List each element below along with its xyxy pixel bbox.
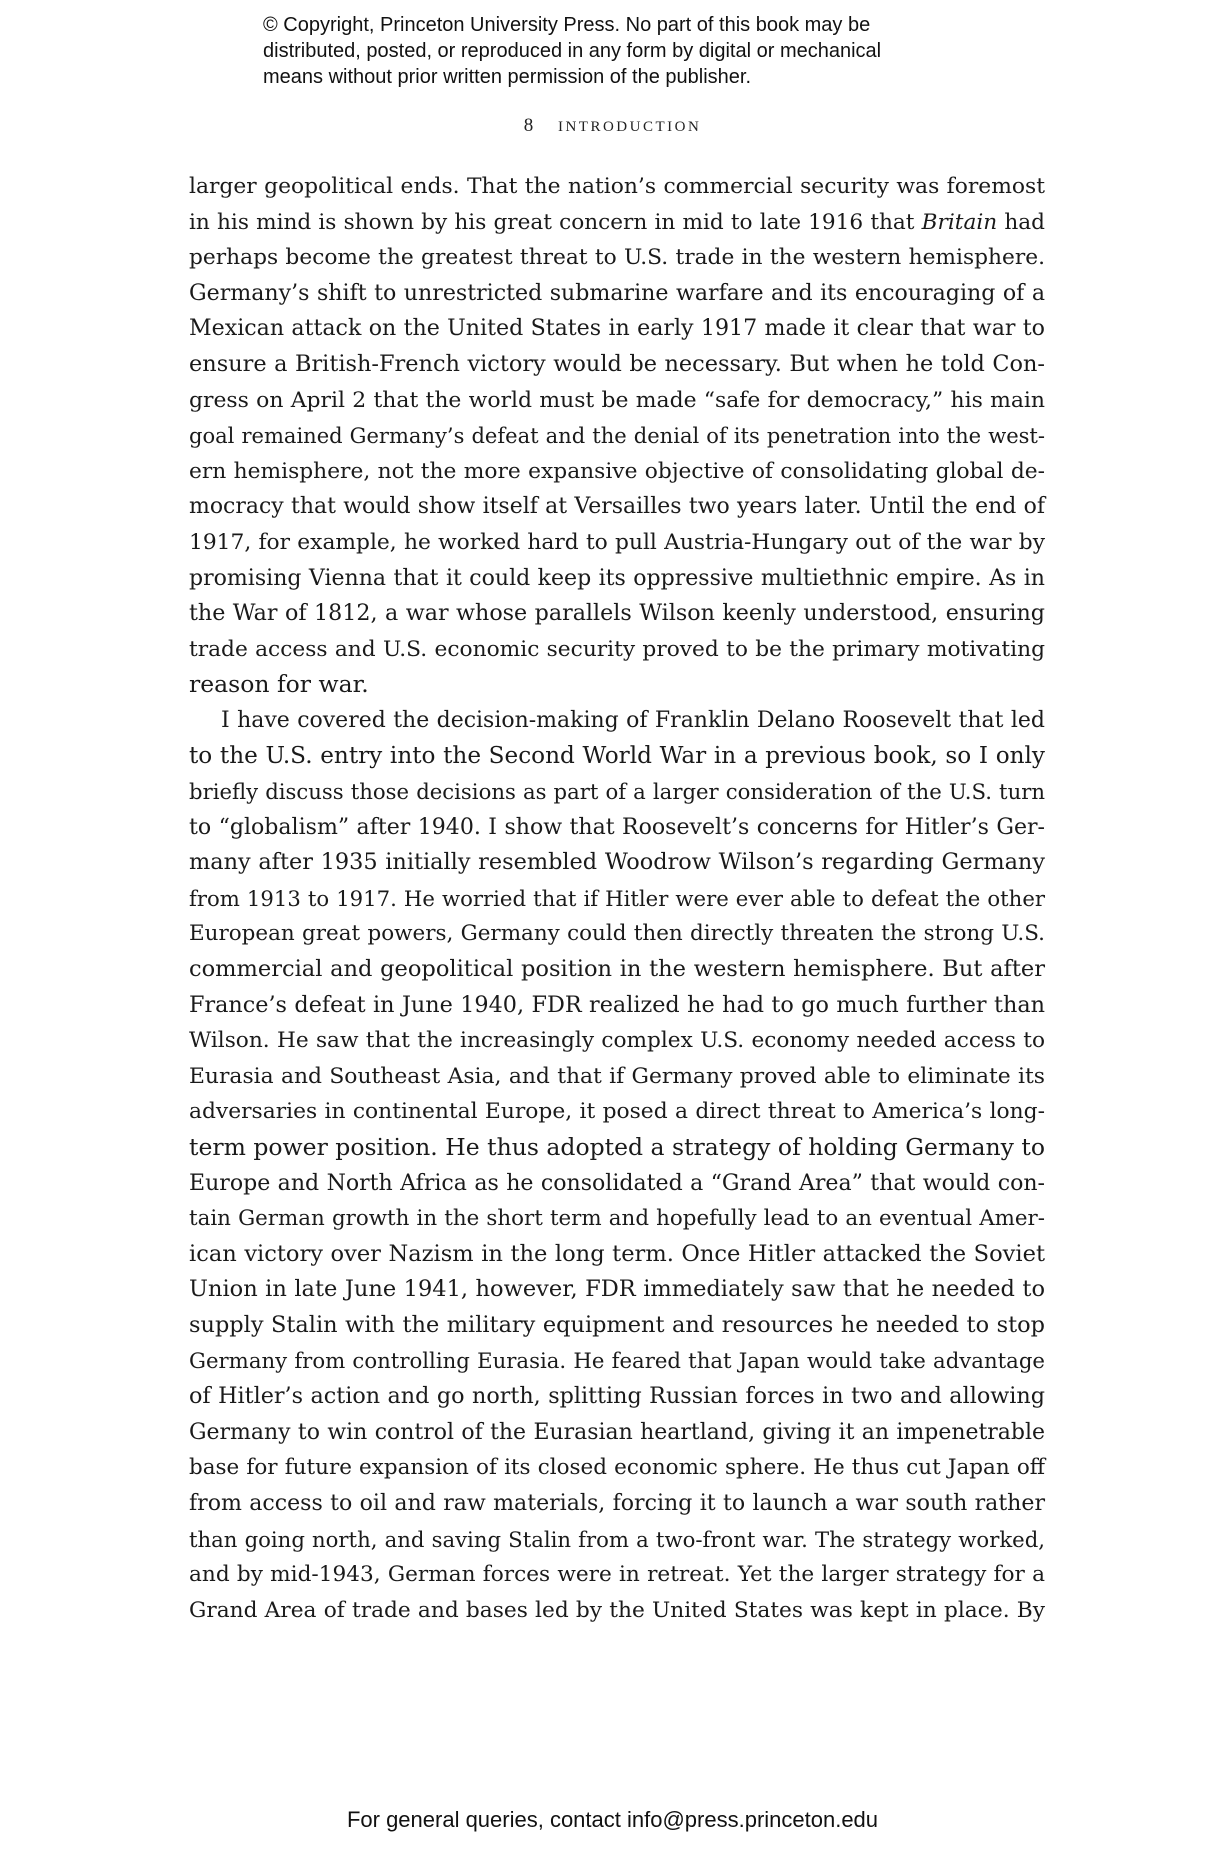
text-line: from access to oil and raw materials, forcing it to launch a war south rather: [189, 1490, 1045, 1516]
text-line: trade access and U.S. economic security proved to be the primary motivating: [189, 636, 1045, 662]
footer-contact: For general queries, contact info@press.princeton.edu: [346, 1807, 879, 1832]
text-line: of Hitler’s action and go north, splitting Russian forces in two and allowing: [189, 1383, 1045, 1410]
text-line: tain German growth in the short term and hopefully lead to an eventual Amer-: [189, 1206, 1045, 1232]
text-line: and by mid-1943, German forces were in retreat. Yet the larger strategy for a: [189, 1562, 1045, 1588]
text-line: ican victory over Nazism in the long term. Once Hitler attacked the Soviet: [189, 1240, 1045, 1267]
text-line: mocracy that would show itself at Versailles two years later. Until the end of: [189, 494, 1045, 520]
text-line: ensure a British-French victory would be necessary. But when he told Con-: [189, 350, 1045, 377]
page-number: 8: [523, 115, 534, 136]
text-line: from 1913 to 1917. He worried that if Hitler were ever able to defeat the other: [189, 885, 1045, 911]
text-line: goal remained Germany’s defeat and the denial of its penetration into the west-: [189, 423, 1045, 449]
text-line: adversaries in continental Europe, it posed a direct threat to America’s long-: [189, 1099, 1045, 1125]
text-line: Mexican attack on the United States in early 1917 made it clear that war to: [189, 315, 1045, 342]
text-line: Germany from controlling Eurasia. He feared that Japan would take advantage: [189, 1348, 1045, 1374]
text-line: I have covered the decision-making of Franklin Delano Roosevelt that led: [221, 707, 1045, 733]
copyright-line: distributed, posted, or reproduced in any form by digital or mechanical: [263, 40, 882, 62]
copyright-notice: [263, 12, 983, 90]
text-line: perhaps become the greatest threat to U.S. trade in the western hemisphere.: [189, 245, 1045, 271]
text-line: commercial and geopolitical position in the western hemisphere. But after: [189, 956, 1045, 983]
text-line: Wilson. He saw that the increasingly complex U.S. economy needed access to: [189, 1028, 1045, 1054]
text-line: many after 1935 initially resembled Woodrow Wilson’s regarding Germany: [189, 849, 1045, 876]
text-line: Grand Area of trade and bases led by the United States was kept in place. By: [189, 1597, 1045, 1623]
copyright-line: means without prior written permission of the publisher.: [263, 66, 752, 88]
text-line: briefly discuss those decisions as part of a larger consideration of the U.S. turn: [189, 779, 1045, 805]
text-line: supply Stalin with the military equipment and resources he needed to stop: [189, 1312, 1045, 1338]
text-line: Europe and North Africa as he consolidated a “Grand Area” that would con-: [189, 1170, 1045, 1196]
text-line: Union in late June 1941, however, FDR immediately saw that he needed to: [189, 1276, 1045, 1303]
text-line: ern hemisphere, not the more expansive objective of consolidating global de-: [189, 458, 1045, 484]
paragraph-2: [189, 703, 1045, 1628]
text-line: 1917, for example, he worked hard to pull Austria-Hungary out of the war by: [189, 529, 1045, 555]
text-line: than going north, and saving Stalin from a two-front war. The strategy worked,: [189, 1526, 1045, 1552]
text-line: to the U.S. entry into the Second World War in a previous book, so I only: [189, 742, 1045, 769]
running-head-title: introduction: [557, 112, 702, 136]
text-line: gress on April 2 that the world must be made “safe for democracy,” his main: [189, 387, 1045, 413]
text-line: European great powers, Germany could then directly threaten the strong U.S.: [189, 921, 1045, 947]
paragraph-1: [189, 169, 1045, 703]
text-line: term power position. He thus adopted a strategy of holding Germany to: [189, 1133, 1045, 1162]
emphasis: Britain: [921, 209, 998, 235]
text-line: promising Vienna that it could keep its oppressive multiethnic empire. As in: [189, 565, 1045, 591]
running-head: [0, 112, 1225, 137]
text-line: to “globalism” after 1940. I show that Roosevelt’s concerns for Hitler’s Ger-: [189, 814, 1045, 840]
text-line: Germany’s shift to unrestricted submarine warfare and its encouraging of a: [189, 279, 1045, 306]
text-line: Germany to win control of the Eurasian heartland, giving it an impenetrable: [189, 1419, 1045, 1445]
text-line: reason for war.: [189, 670, 369, 699]
text-line: France’s defeat in June 1940, FDR realized he had to go much further than: [189, 991, 1045, 1018]
copyright-line: © Copyright, Princeton University Press. No part of this book may be: [263, 14, 871, 36]
text-line: larger geopolitical ends. That the nation’s commercial security was foremost: [189, 174, 1045, 199]
text-line: in his mind is shown by his great concern in mid to late 1916 that Britain had: [189, 209, 1045, 235]
text-line: Eurasia and Southeast Asia, and that if Germany proved able to eliminate its: [189, 1063, 1045, 1089]
text-line: base for future expansion of its closed economic sphere. He thus cut Japan off: [189, 1455, 1045, 1481]
text-line: the War of 1812, a war whose parallels Wilson keenly understood, ensuring: [189, 600, 1045, 627]
body-text: [189, 169, 1045, 1628]
